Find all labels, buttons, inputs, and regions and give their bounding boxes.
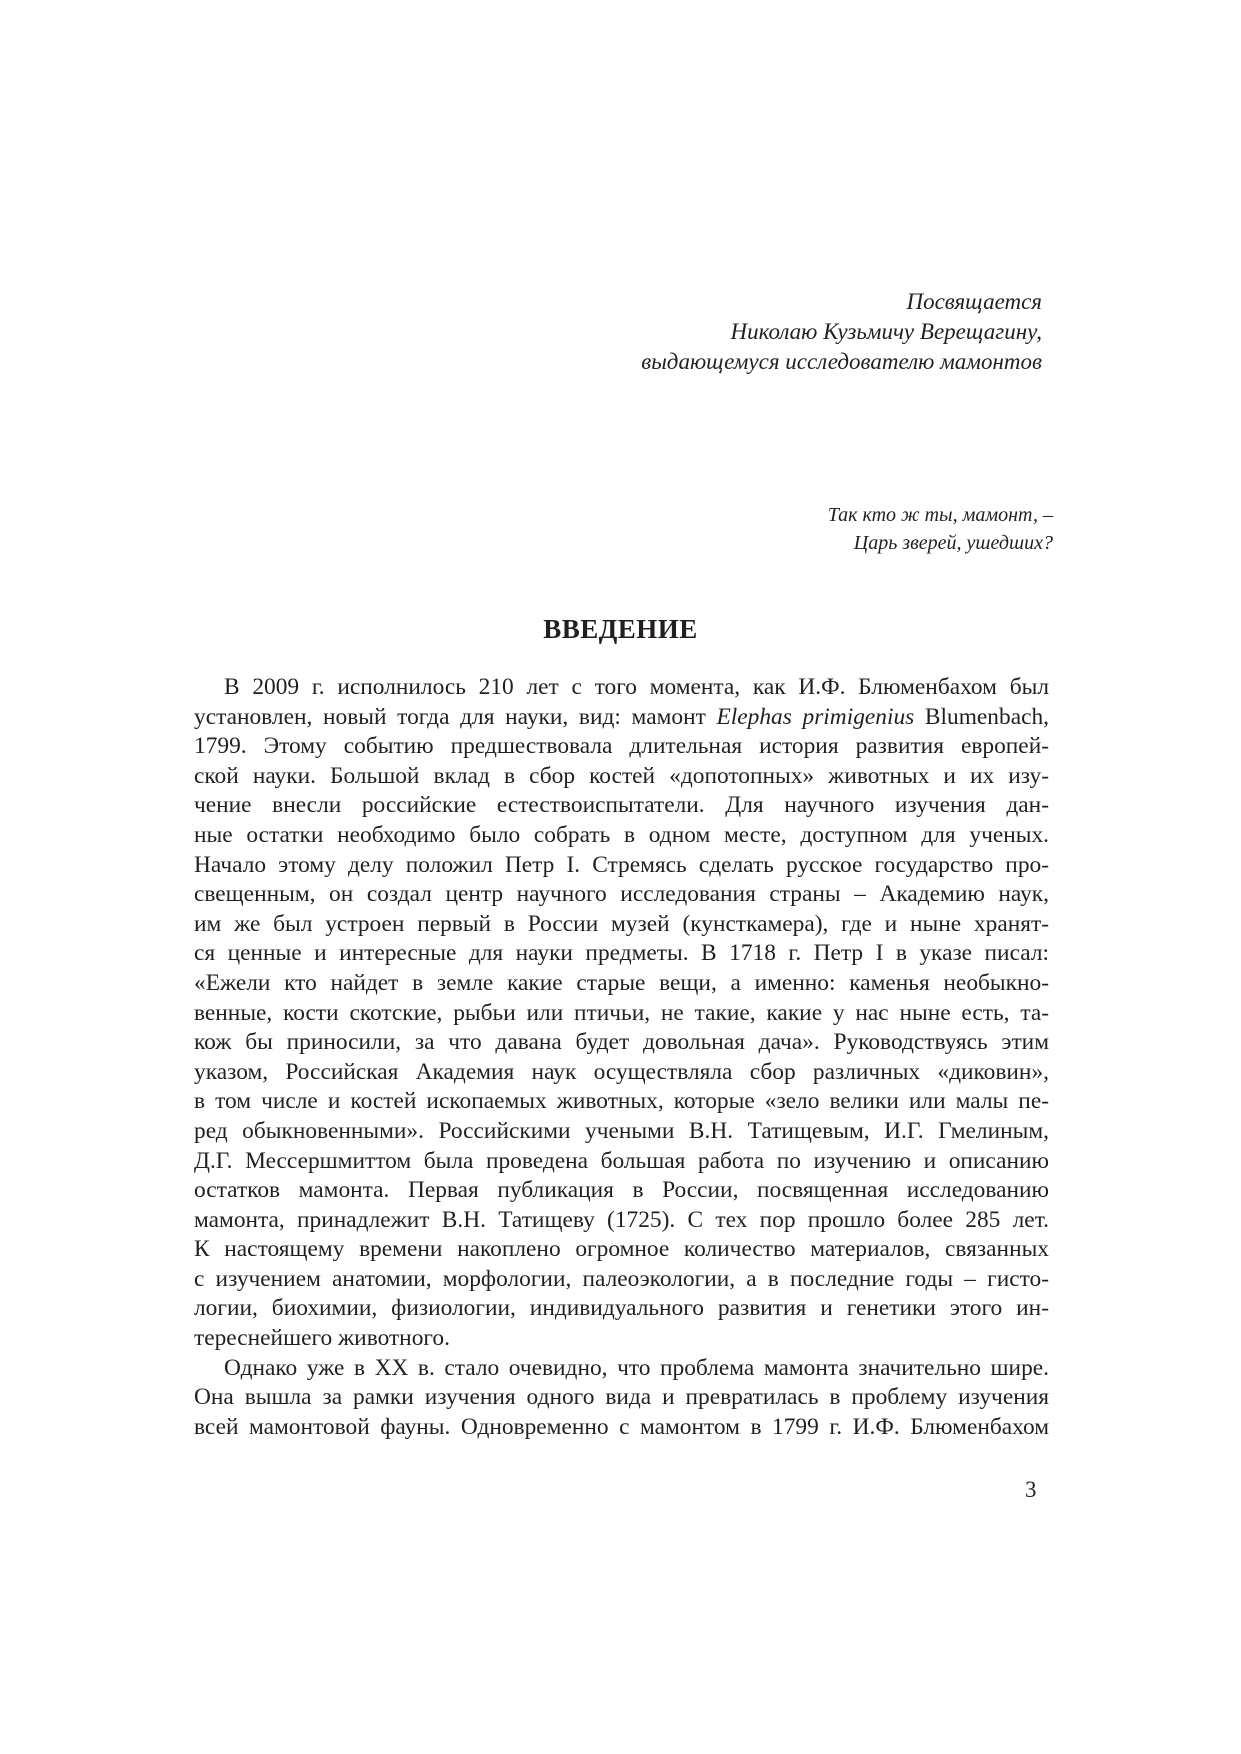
text-line: ные остатки необходимо было собрать в одном месте, доступном для ученых. (194, 821, 1049, 848)
text-line: свещенным, он создал центр научного исследования страны – Академию наук, (194, 881, 1049, 908)
dedication-line: выдающемуся исследователю мамонтов (641, 349, 1042, 374)
text-line: ской науки. Большой вклад в сбор костей «допотопных» животных и их изу- (194, 762, 1049, 789)
section-heading: ВВЕДЕНИЕ (543, 614, 698, 644)
text-line: им же был устроен первый в России музей (кунсткамера), где и ныне хранят- (194, 910, 1049, 937)
body-text (194, 673, 1049, 1442)
text-line: Однако уже в XX в. стало очевидно, что проблема мамонта значительно шире. (224, 1354, 1049, 1381)
dedication-line: Посвящается (906, 289, 1042, 314)
text-line: указом, Российская Академия наук осуществляла сбор различных «диковин», (194, 1058, 1049, 1085)
text-line: Д.Г. Мессершмиттом была проведена большая работа по изучению и описанию (194, 1147, 1049, 1174)
dedication-line: Николаю Кузьмичу Верещагину, (730, 319, 1042, 344)
text-line: тереснейшего животного. (194, 1325, 450, 1352)
paragraph (194, 673, 1049, 1354)
epigraph (828, 501, 1053, 557)
epigraph-line: Царь зверей, ушедших? (853, 532, 1053, 554)
text-line: 1799. Этому событию предшествовала длительная история развития европей- (194, 733, 1049, 760)
text-line: ред обыкновенными». Российскими учеными В.Н. Татищевым, И.Г. Гмелиным, (194, 1117, 1049, 1144)
text-line: В 2009 г. исполнилось 210 лет с того момента, как И.Ф. Блюменбахом был (224, 674, 1049, 700)
text-line: установлен, новый тогда для науки, вид: мамонт Elephas primigenius Blumenbach, (194, 703, 1049, 730)
paragraph (194, 1354, 1049, 1443)
text-line: чение внесли российские естествоиспытатели. Для научного изучения дан- (194, 792, 1049, 819)
text-line: с изучением анатомии, морфологии, палеоэкологии, а в последние годы – гисто- (194, 1265, 1049, 1292)
dedication (641, 287, 1042, 377)
text-line: К настоящему времени накоплено огромное количество материалов, связанных (194, 1236, 1049, 1263)
species-name: Elephas primigenius (716, 703, 915, 730)
text-line: в том числе и костей ископаемых животных, которые «зело велики или малы пе- (194, 1088, 1049, 1115)
text-line: Начало этому делу положил Петр I. Стремясь сделать русское государство про- (194, 851, 1049, 878)
text-line: Она вышла за рамки изучения одного вида и превратилась в проблему изучения (194, 1384, 1049, 1411)
text-line: кож бы приносили, за что давана будет довольная дача». Руководствуясь этим (194, 1029, 1049, 1056)
text-line: остатков мамонта. Первая публикация в России, посвященная исследованию (194, 1177, 1049, 1204)
text-line: логии, биохимии, физиологии, индивидуального развития и генетики этого ин- (194, 1295, 1049, 1322)
text-line: «Ежели кто найдет в земле какие старые вещи, а именно: каменья необыкно- (194, 969, 1049, 996)
epigraph-line: Так кто ж ты, мамонт, – (827, 504, 1053, 526)
text-line: мамонта, принадлежит В.Н. Татищеву (1725). С тех пор прошло более 285 лет. (194, 1206, 1049, 1233)
text-line: венные, кости скотские, рыбьи или птичьи, не такие, какие у нас ныне есть, та- (194, 999, 1049, 1026)
text-line: всей мамонтовой фауны. Одновременно с мамонтом в 1799 г. И.Ф. Блюменбахом (194, 1413, 1049, 1440)
text-line: ся ценные и интересные для науки предметы. В 1718 г. Петр I в указе писал: (194, 940, 1049, 967)
page-number: 3 (1025, 1477, 1037, 1502)
